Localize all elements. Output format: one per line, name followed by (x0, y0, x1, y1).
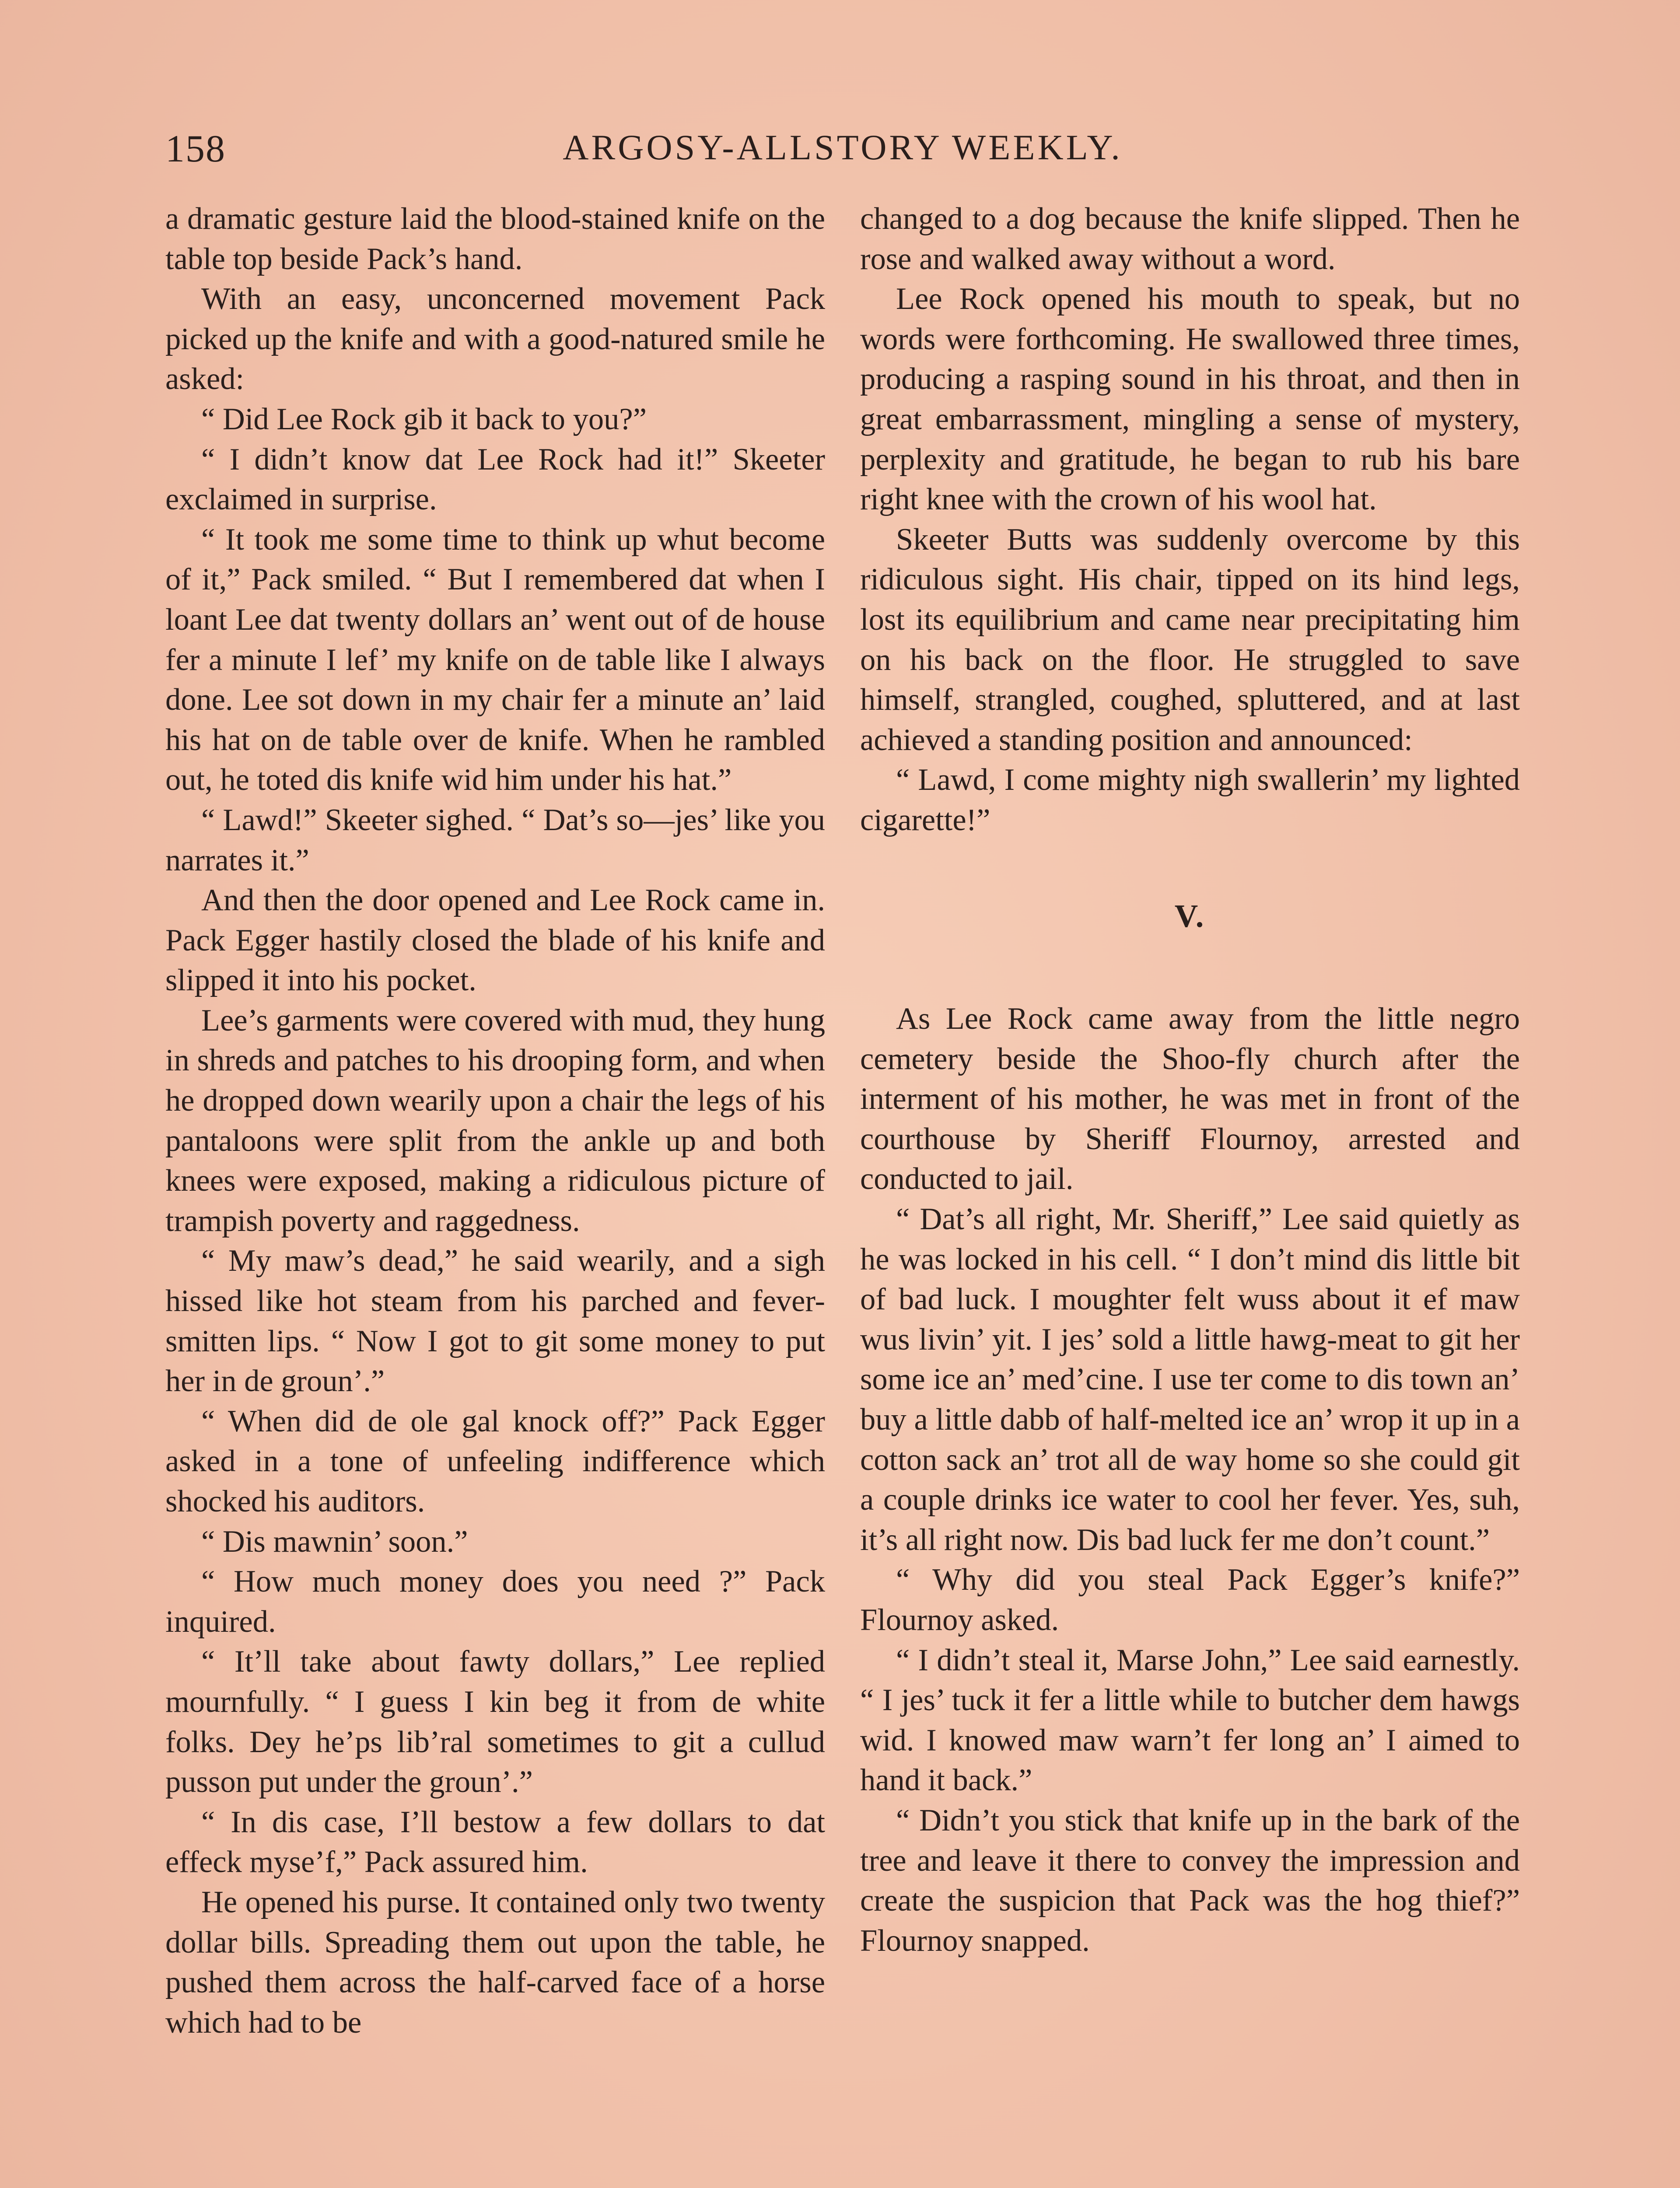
running-head: ARGOSY-ALLSTORY WEEKLY. (563, 127, 1123, 167)
paragraph: With an easy, unconcerned movement Pack picked up the knife and with a good-natured smile he asked: (165, 282, 825, 396)
paragraph: “ Lawd!” Skeeter sighed. “ Dat’s so—jes’ like you narrates it.” (165, 803, 825, 877)
paragraph: “ It’ll take about fawty dollars,” Lee replied mournfully. “ I guess I kin beg it from de white folks. Dey he’ps lib’ral sometimes to git a cullud pusson put under the groun’.” (165, 1645, 825, 1799)
paragraph: He opened his purse. It contained only two twenty dollar bills. Spreading them out upon the table, he pushed them across the half-carved face of a horse which had to be (165, 1885, 825, 2040)
left-column (165, 199, 825, 2043)
paragraph: “ Dis mawnin’ soon.” (201, 1524, 468, 1559)
section-heading: V. (1174, 898, 1206, 934)
right-column (860, 199, 1520, 1961)
paragraph: “ It took me some time to think up whut become of it,” Pack smiled. “ But I remembered dat when I loant Lee dat twenty dollars an’ went out of de house fer a minute I lef’ my knife on de table like I always done. Lee sot down in my chair fer a minute an’ laid his hat on de table over de knife. When he rambled out, he toted dis knife wid him under his hat.” (165, 522, 825, 797)
paragraph: “ Did Lee Rock gib it back to you?” (201, 402, 647, 436)
paragraph: changed to a dog because the knife slipped. Then he rose and walked away without a word. (860, 202, 1520, 276)
paragraph: Lee Rock opened his mouth to speak, but no words were forthcoming. He swallowed three times, producing a rasping sound in his throat, and then in great embarrassment, mingling a sense of mystery, perplexity and gratitude, he began to rub his bare right knee with the crown of his wool hat. (860, 282, 1520, 517)
paragraph: Skeeter Butts was suddenly overcome by this ridiculous sight. His chair, tipped on its hind legs, lost its equilibrium and came near precipitating him on his back on the floor. He struggled to save himself, strangled, coughed, spluttered, and at last achieved a standing position and announced: (860, 522, 1520, 757)
paragraph: a dramatic gesture laid the blood-stained knife on the table top beside Pack’s hand. (165, 202, 825, 276)
page-header (165, 127, 1520, 175)
page-number: 158 (165, 128, 226, 170)
paragraph: “ Lawd, I come mighty nigh swallerin’ my lighted cigarette!” (860, 763, 1520, 837)
paragraph: Lee’s garments were covered with mud, they hung in shreds and patches to his drooping form, and when he dropped down wearily upon a chair the legs of his pantaloons were split from the ankle up and both knees were exposed, making a ridiculous picture of trampish poverty and raggedness. (165, 1003, 825, 1238)
paragraph: “ I didn’t steal it, Marse John,” Lee said earnestly. “ I jes’ tuck it fer a little while to butcher dem hawgs wid. I knowed maw warn’t fer long an’ I aimed to hand it back.” (860, 1643, 1520, 1798)
paragraph: “ How much money does you need ?” Pack inquired. (165, 1564, 825, 1639)
paragraph: “ When did de ole gal knock off?” Pack Egger asked in a tone of unfeeling indifference which shocked his auditors. (165, 1404, 825, 1518)
paragraph: “ My maw’s dead,” he said wearily, and a sigh hissed like hot steam from his parched and fever-smitten lips. “ Now I got to git some money to put her in de groun’.” (165, 1244, 825, 1399)
paragraph: “ Why did you steal Pack Egger’s knife?” Flournoy asked. (860, 1563, 1520, 1637)
paragraph: “ Didn’t you stick that knife up in the bark of the tree and leave it there to convey the impression and create the suspicion that Pack was the hog thief?” Flournoy snapped. (860, 1803, 1520, 1958)
paragraph: “ I didn’t know dat Lee Rock had it!” Skeeter exclaimed in surprise. (165, 442, 825, 517)
paragraph: And then the door opened and Lee Rock came in. Pack Egger hastily closed the blade of his knife and slipped it into his pocket. (165, 883, 825, 998)
paragraph: As Lee Rock came away from the little negro cemetery beside the Shoo-fly church after the interment of his mother, he was met in front of the courthouse by Sheriff Flournoy, arrested and conducted to jail. (860, 1002, 1520, 1196)
paragraph: “ In dis case, I’ll bestow a few dollars to dat effeck myse’f,” Pack assured him. (165, 1805, 825, 1879)
paragraph: “ Dat’s all right, Mr. Sheriff,” Lee said quietly as he was locked in his cell. “ I don’t mind dis little bit of bad luck. I moughter felt wuss about it ef maw wus livin’ yit. I jes’ sold a little hawg-meat to git her some ice an’ med’cine. I use ter come to dis town an’ buy a little dabb of half-melted ice an’ wrop it up in a cotton sack an’ trot all de way home so she could git a couple drinks ice water to cool her fever. Yes, suh, it’s all right now. Dis bad luck fer me don’t count.” (860, 1202, 1520, 1557)
